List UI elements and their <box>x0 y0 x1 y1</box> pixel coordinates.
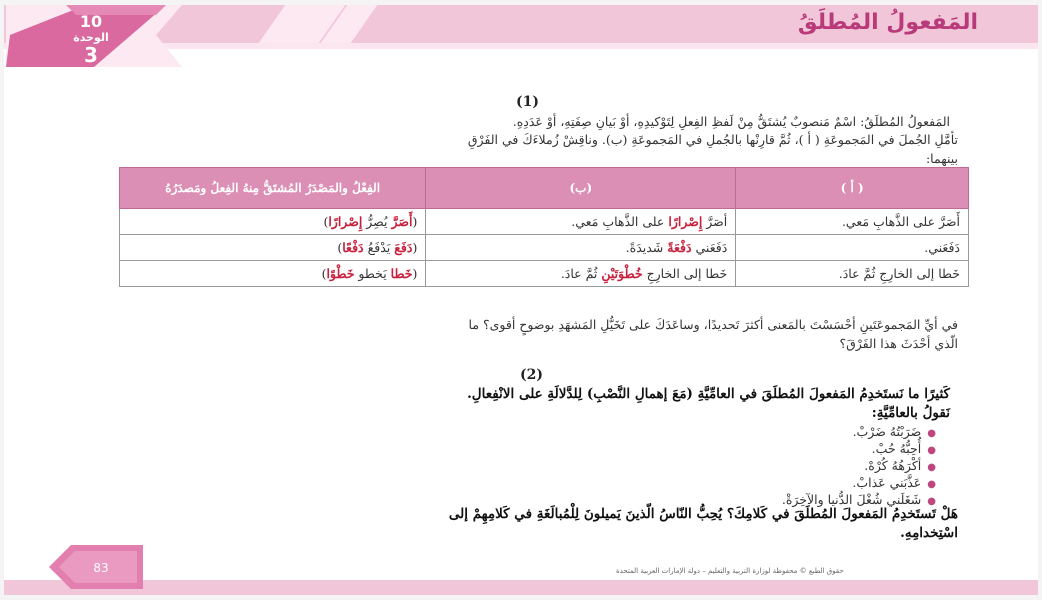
page-title: المَفعولُ المُطلَقُ <box>797 10 978 35</box>
page-number-badge <box>49 545 143 589</box>
list-title: نَقولُ بالعامِّيَّةِ: <box>871 405 950 421</box>
list-item: ●عَذَّبَني عَذابْ. <box>852 475 936 490</box>
bullet-icon: ● <box>927 496 936 507</box>
cell-verb-masdar: (أَصَرَّ يُصِرُّ إِصْرارًا) <box>120 209 426 235</box>
unit-number: 10 <box>79 12 103 31</box>
column-header-a: ( أ ) <box>736 168 969 209</box>
comparison-table <box>119 167 969 287</box>
list-item: ●ضَرَبْتُهُ ضَرْبْ. <box>852 424 936 439</box>
copyright-note: حقوق الطبع © محفوظة لوزارة التربية والتعليم – دولة الإمارات العربية المتحدة <box>616 567 844 575</box>
cell-verb-masdar: (دَفَعَ يَدْفَعُ دَفْعًا) <box>120 235 426 261</box>
list-item: ●أكْرَهُهُ كُرْهْ. <box>864 458 936 473</box>
section-2-intro: كَثيرًا ما نَستَخدِمُ المَفعولَ المُطلَقَ في العامِّيَّةِ (مَعَ إهمالِ النَّصْبِ) لِلدَّلالَةِ على الانْفِعالِ. <box>467 386 950 402</box>
table-row <box>120 209 969 235</box>
cell-verb-masdar: (خَطا يَخطو خَطْوًا) <box>120 261 426 287</box>
section-1-number: (1) <box>516 94 539 110</box>
unit-label: الوحدة <box>73 31 109 44</box>
instruction-line-1: تأمَّلِ الجُملَ في المَجموعَةِ ( أ )، ثُمَّ قارِنْها بالجُملِ في المَجموعَةِ (ب). وناقِشْ زُملاءَكَ في الفَرْقِ <box>467 132 958 147</box>
table-row <box>120 235 969 261</box>
unit-badge <box>6 5 182 67</box>
bullet-icon: ● <box>927 445 936 456</box>
definition-text: المَفعولُ المُطلَقُ: اسْمٌ مَنصوبٌ يُشتَقُّ مِنْ لَفظِ الفِعلِ لِتَوْكيدِهِ، أوْ بَيانِ صِفَتِهِ، أوْ عَدَدِهِ. <box>512 114 950 129</box>
column-header-verb-masdar: الفِعْلُ والمَصْدَرُ المُشتَقُّ مِنهُ الفِعلُ ومَصدَرُهُ <box>120 168 426 209</box>
highlighted-masdar: دَفْعَةً <box>667 240 692 255</box>
lesson-number: 3 <box>84 43 98 67</box>
section-2-number: (2) <box>520 367 543 383</box>
bullet-icon: ● <box>927 479 936 490</box>
cell-b: أصَرَّ إِصْرارًا على الذَّهابِ مَعي. <box>426 209 736 235</box>
question-1-line-2: الّذي أحْدَثَ هذا الفَرْقَ؟ <box>839 336 958 351</box>
table-header-row <box>120 168 969 209</box>
textbook-page <box>4 5 1038 595</box>
list-item: ●أُحِبُّهُ حُبْ. <box>871 441 936 456</box>
cell-b: دَفَعَني دَفْعَةً شَديدَةً. <box>426 235 736 261</box>
bullet-icon: ● <box>927 428 936 439</box>
instruction-line-2: بينهما: <box>925 151 958 166</box>
cell-b: خَطا إلى الخارِجِ خُطْوَتَيْنِ ثُمَّ عادَ. <box>426 261 736 287</box>
cell-a: دَفَعَني. <box>736 235 969 261</box>
column-header-b: (ب) <box>426 168 736 209</box>
bullet-icon: ● <box>927 462 936 473</box>
cell-a: أَصَرَّ على الذَّهابِ مَعي. <box>736 209 969 235</box>
colloquial-examples-list <box>782 423 950 508</box>
list-item: ●شَغَلَني شُغْلَ الدُّنيا والآخِرَةْ. <box>781 492 936 507</box>
question-2-line-1: هَلْ تَستَخدِمُ المَفعولَ المُطلَقَ في كَلامِكَ؟ يُحِبُّ النّاسُ الّذينَ يَميلونَ لِلْمُبالَغَةِ في كَلامِهِمْ إلى <box>448 506 958 522</box>
cell-a: خَطا إلى الخارِجِ ثُمَّ عادَ. <box>736 261 969 287</box>
question-2-line-2: اسْتِخدامِهِ. <box>900 525 958 541</box>
table-row <box>120 261 969 287</box>
highlighted-masdar: خُطْوَتَيْنِ <box>601 266 643 281</box>
question-1-line-1: في أيِّ المَجموعَتَينِ أحْسَسْتَ بالمَعنى أكثرَ تَحديدًا، وساعَدَكَ على تَخَيُّلِ المَشهَدِ بوضوحٍ أقوى؟ ما <box>468 317 958 332</box>
highlighted-masdar: إِصْرارًا <box>668 214 703 229</box>
page-number: 83 <box>93 561 109 575</box>
footer-bar <box>4 580 1038 595</box>
